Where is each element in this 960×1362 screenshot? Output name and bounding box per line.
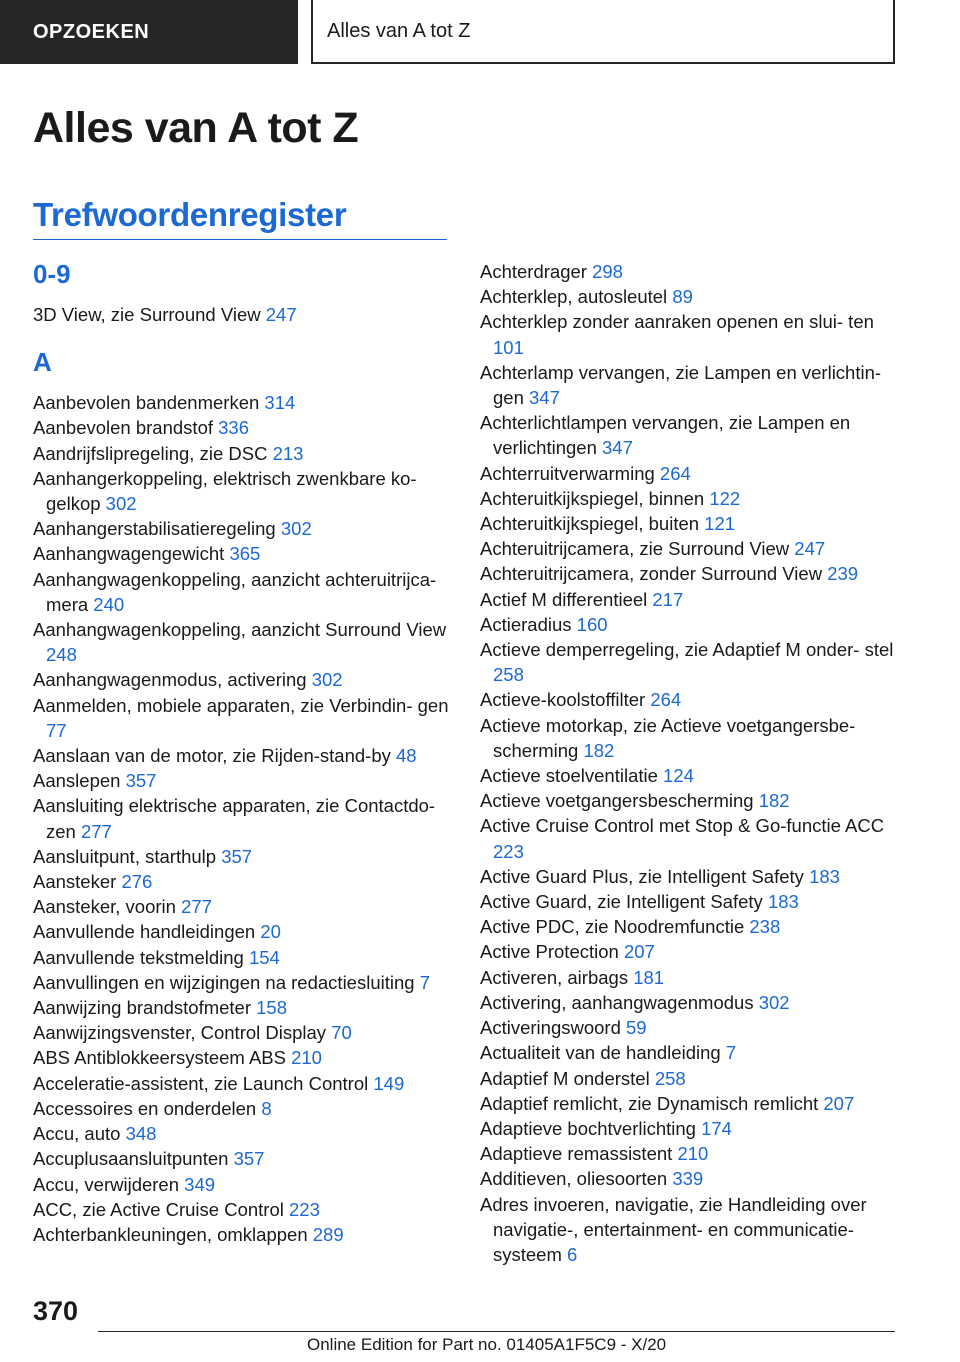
index-entry — [33, 693, 453, 743]
index-entry — [33, 793, 453, 843]
heading-gap — [33, 381, 453, 390]
index-entry — [33, 869, 453, 894]
index-entry-text: Aanbevolen bandenmerken — [33, 392, 265, 414]
index-entry-text: Aansteker — [33, 871, 122, 893]
footer-rule — [98, 1331, 895, 1332]
index-page-link[interactable]: 124 — [663, 765, 694, 787]
index-page-link[interactable]: 223 — [493, 840, 524, 862]
index-page-link[interactable]: 121 — [704, 513, 736, 535]
index-entry-text: ABS Antiblokkeersysteem ABS — [33, 1047, 292, 1069]
index-entry-text: Actualiteit van de handleiding — [480, 1042, 726, 1064]
index-entry-text: Achterruitverwarming — [480, 462, 660, 484]
index-entry-text: Active Cruise Control met Stop & Go-functie ACC — [480, 815, 885, 837]
index-entry — [480, 612, 900, 637]
index-page-link[interactable]: 20 — [260, 921, 281, 943]
index-entry-text: Achterklep zonder aanraken openen en slui‐ ten — [480, 311, 874, 333]
index-page-link[interactable]: 6 — [567, 1243, 578, 1265]
index-page-link[interactable]: 347 — [529, 387, 560, 409]
index-entry-text: Aanhangwagenmodus, activering — [33, 669, 312, 691]
header-section-box — [311, 0, 895, 64]
index-entry — [480, 637, 900, 687]
index-page-link[interactable]: 160 — [576, 613, 608, 635]
index-entry — [480, 511, 900, 536]
index-page-link[interactable]: 365 — [229, 543, 261, 565]
index-page-link[interactable]: 182 — [583, 739, 615, 761]
index-entry-text: Adaptief remlicht, zie Dynamisch remlicht — [480, 1092, 824, 1114]
index-entry — [33, 516, 453, 541]
index-page-link[interactable]: 289 — [312, 1223, 344, 1245]
header-tab-opzoeken[interactable] — [0, 0, 298, 64]
index-entry-text: Achterklep, autosleutel — [480, 286, 673, 308]
index-entry — [480, 1015, 900, 1040]
index-entry-text: Actieve voetgangersbescherming — [480, 790, 759, 812]
index-entry-text: Accuplusaansluitpunten — [33, 1148, 234, 1170]
index-page-link[interactable]: 302 — [105, 493, 137, 515]
index-page-link[interactable]: 8 — [261, 1097, 272, 1119]
index-entry-text: Aansluiting elektrische apparaten, zie Contactdo‐ zen — [33, 795, 436, 842]
index-page-link[interactable]: 302 — [758, 991, 790, 1013]
index-entry-text: Actief M differentieel — [480, 588, 653, 610]
page-title: Alles van A tot Z — [33, 104, 359, 152]
index-entry — [480, 587, 900, 612]
index-page-link[interactable]: 158 — [256, 997, 288, 1019]
index-entry-text: Adaptieve bochtverlichting — [480, 1117, 702, 1139]
index-entry — [480, 536, 900, 561]
index-entry-text: Adres invoeren, navigatie, zie Handleiding over navigatie-, entertainment- en communicatie‐ systeem — [480, 1193, 867, 1265]
index-entry — [480, 788, 900, 813]
index-entry-text: Aanhangerkoppeling, elektrisch zwenkbare ko‐ gelkop — [33, 467, 417, 515]
index-page-link[interactable]: 348 — [125, 1123, 157, 1145]
index-letter-heading: A — [33, 347, 52, 378]
index-entry — [33, 1096, 453, 1121]
index-page-link[interactable]: 182 — [758, 790, 790, 812]
index-page-link[interactable]: 122 — [709, 487, 741, 509]
index-entry-text: Achterdrager — [480, 261, 593, 282]
index-entry — [33, 1222, 453, 1247]
index-page-link[interactable]: 264 — [650, 689, 682, 711]
index-entry — [480, 713, 900, 763]
index-page-link[interactable]: 238 — [749, 916, 781, 938]
index-page-link[interactable]: 276 — [121, 871, 153, 893]
index-entry — [480, 1116, 900, 1141]
section-title-rule — [33, 239, 447, 240]
index-entry-text: Actieradius — [480, 613, 577, 635]
index-page-link[interactable]: 48 — [396, 745, 417, 767]
index-page-link[interactable]: 207 — [623, 941, 655, 963]
index-page-link[interactable]: 349 — [184, 1173, 216, 1195]
index-entry-text: Active Guard, zie Intelligent Safety — [480, 891, 768, 913]
index-letter-heading: 0-9 — [33, 259, 71, 289]
index-entry — [480, 284, 900, 309]
index-entry — [33, 390, 453, 415]
index-page-link[interactable]: 174 — [701, 1117, 732, 1139]
index-entry-text: Aanvullingen en wijzigingen na redactiesluiting — [33, 971, 420, 993]
index-entry-text: Aanhangwagenkoppeling, aanzicht achteruitrijca‐ mera — [33, 568, 437, 615]
index-entry-text: Active Guard Plus, zie Intelligent Safety — [480, 865, 810, 887]
index-entry — [480, 461, 900, 486]
index-page-link[interactable]: 149 — [373, 1072, 405, 1094]
index-entry-text: Actieve stoelventilatie — [480, 765, 664, 787]
index-page-link[interactable]: 339 — [672, 1168, 704, 1190]
index-page-link[interactable]: 154 — [248, 946, 280, 968]
index-entry — [480, 1192, 900, 1268]
index-page-link[interactable]: 213 — [272, 442, 304, 464]
index-entry-text: Achteruitrijcamera, zie Surround View — [480, 538, 795, 560]
index-entry-text: ACC, zie Active Cruise Control — [33, 1198, 290, 1220]
section-gap — [33, 327, 453, 347]
index-entry-text: Aandrijfslipregeling, zie DSC — [33, 442, 273, 464]
index-entry — [480, 1040, 900, 1065]
index-page-link[interactable]: 277 — [80, 820, 112, 842]
index-entry-text: Aansluitpunt, starthulp — [33, 845, 222, 867]
index-entry-text: Activeren, airbags — [480, 966, 634, 988]
index-entry-text: Aanvullende handleidingen — [33, 921, 261, 943]
header-section-label: Alles van A tot Z — [327, 19, 471, 42]
index-entry-text: Aanmelden, mobiele apparaten, zie Verbindin‐ gen — [33, 694, 449, 716]
index-column-right — [480, 259, 900, 1267]
index-page-link[interactable]: 248 — [46, 644, 77, 666]
index-entry — [33, 1146, 453, 1171]
index-entry-text: Activering, aanhangwagenmodus — [480, 991, 759, 1013]
index-entry — [33, 1121, 453, 1146]
index-entry-text: Achteruitrijcamera, zonder Surround View — [480, 563, 828, 585]
index-page-link[interactable]: 258 — [493, 664, 524, 686]
index-entry — [33, 441, 453, 466]
index-entry — [480, 1066, 900, 1091]
index-entry — [33, 415, 453, 440]
index-entry — [33, 768, 453, 793]
index-entry-text: Additieven, oliesoorten — [480, 1168, 673, 1190]
index-entry — [480, 1141, 900, 1166]
index-column-left — [33, 259, 453, 1247]
index-entry — [480, 864, 900, 889]
index-page-link[interactable]: 183 — [767, 891, 799, 913]
index-entry — [480, 259, 900, 284]
index-entry — [33, 995, 453, 1020]
index-page-link[interactable]: 302 — [280, 518, 312, 540]
index-entry — [480, 410, 900, 460]
index-entry — [480, 1166, 900, 1191]
index-entry — [33, 541, 453, 566]
index-entry-text: Aanhangwagengewicht — [33, 543, 230, 565]
index-page-link[interactable]: 357 — [221, 845, 253, 867]
index-page-link[interactable]: 298 — [592, 261, 623, 282]
index-entry — [480, 360, 900, 410]
index-entry — [33, 1071, 453, 1096]
index-page-link[interactable]: 210 — [291, 1047, 322, 1069]
index-page-link[interactable]: 240 — [93, 593, 125, 615]
index-entry-text: Accu, auto — [33, 1123, 126, 1145]
index-entry-text: Aanvullende tekstmelding — [33, 946, 249, 968]
index-page-link[interactable]: 7 — [419, 971, 430, 993]
index-entry — [33, 945, 453, 970]
index-page-link[interactable]: 183 — [809, 865, 840, 887]
index-entry — [480, 914, 900, 939]
index-page-link[interactable]: 302 — [311, 669, 343, 691]
index-entry-text: Achterlamp vervangen, zie Lampen en verlichtin‐ gen — [480, 361, 882, 409]
index-entry — [33, 466, 453, 516]
index-entry-text: Aanhangerstabilisatieregeling — [33, 518, 281, 540]
index-page-link[interactable]: 210 — [677, 1143, 709, 1165]
index-entry — [480, 687, 900, 712]
index-entry-text: Accessoires en onderdelen — [33, 1097, 262, 1119]
index-page-link[interactable]: 70 — [331, 1022, 352, 1044]
page-number: 370 — [33, 1296, 79, 1326]
index-entry — [33, 1197, 453, 1222]
index-page-link[interactable]: 314 — [264, 392, 296, 414]
index-entry — [33, 919, 453, 944]
index-entry-text: Aansteker, voorin — [33, 896, 182, 918]
index-entry — [480, 813, 900, 863]
index-entry-text: Achteruitkijkspiegel, buiten — [480, 513, 705, 535]
index-entry-text: Actieve-koolstoffilter — [480, 689, 651, 711]
index-page-link[interactable]: 347 — [602, 437, 633, 459]
index-page-link[interactable]: 264 — [659, 462, 691, 484]
index-entry — [33, 1045, 453, 1070]
index-entry — [480, 990, 900, 1015]
index-entry — [480, 889, 900, 914]
index-entry-text: Aanwijzing brandstofmeter — [33, 997, 257, 1019]
index-page-link[interactable]: 336 — [218, 417, 250, 439]
index-entry — [480, 1091, 900, 1116]
index-entry-text: Accu, verwijderen — [33, 1173, 185, 1195]
index-entry — [33, 567, 453, 617]
index-page-link[interactable]: 277 — [181, 896, 212, 918]
index-page-link[interactable]: 223 — [289, 1198, 320, 1220]
footer-edition-text: Online Edition for Part no. 01405A1F5C9 - X/20 — [307, 1335, 667, 1354]
index-entry-text: Aanslaan van de motor, zie Rijden-stand-by — [33, 745, 397, 767]
index-entry-text: Acceleratie-assistent, zie Launch Control — [33, 1072, 374, 1094]
index-page-link[interactable]: 207 — [823, 1092, 855, 1114]
index-entry-text: Actieve demperregeling, zie Adaptief M onder‐ stel — [480, 639, 894, 661]
heading-gap — [33, 293, 453, 302]
index-page-link[interactable]: 247 — [794, 538, 826, 560]
index-entry-text: Aanslepen — [33, 770, 126, 792]
index-page-link[interactable]: 101 — [493, 336, 524, 358]
index-entry — [33, 617, 453, 667]
index-entry — [33, 894, 453, 919]
index-entry-text: Aanwijzingsvenster, Control Display — [33, 1022, 332, 1044]
index-entry-text: 3D View, zie Surround View — [33, 304, 266, 325]
index-page-link[interactable]: 77 — [46, 719, 67, 741]
index-page-link[interactable]: 7 — [725, 1042, 737, 1064]
index-entry-text: Active PDC, zie Noodremfunctie — [480, 916, 750, 938]
index-entry-text: Achterbankleuningen, omklappen — [33, 1223, 313, 1245]
index-page-link[interactable]: 239 — [827, 563, 859, 585]
index-page-link[interactable]: 247 — [265, 304, 297, 325]
index-page-link[interactable]: 357 — [125, 770, 157, 792]
index-entry-text: Active Protection — [480, 941, 624, 963]
index-entry-text: Adaptieve remassistent — [480, 1143, 678, 1165]
index-page-link[interactable]: 181 — [633, 966, 665, 988]
index-entry — [33, 844, 453, 869]
index-entry — [33, 1020, 453, 1045]
index-entry — [33, 970, 453, 995]
index-entry — [480, 965, 900, 990]
index-entry-text: Achteruitkijkspiegel, binnen — [480, 487, 710, 509]
index-entry-text: Aanbevolen brandstof — [33, 417, 219, 439]
index-page-link[interactable]: 217 — [652, 588, 684, 610]
index-entry-text: Adaptief M onderstel — [480, 1067, 655, 1089]
index-entry — [33, 743, 453, 768]
index-entry-text: Actieve motorkap, zie Actieve voetgangersbe‐ scherming — [480, 714, 856, 761]
index-page-link[interactable]: 258 — [654, 1067, 686, 1089]
index-entry — [33, 1172, 453, 1197]
index-entry — [480, 309, 900, 359]
index-entry-text: Achterlichtlampen vervangen, zie Lampen en verlichtingen — [480, 412, 851, 459]
section-title: Trefwoordenregister — [33, 196, 347, 233]
index-entry — [33, 667, 453, 692]
index-entry — [480, 939, 900, 964]
index-entry-text: Activeringswoord — [480, 1017, 627, 1039]
header-tab-label: OPZOEKEN — [33, 20, 150, 43]
index-entry — [480, 561, 900, 586]
index-entry — [33, 302, 453, 327]
index-page-link[interactable]: 59 — [626, 1017, 647, 1039]
index-entry — [480, 763, 900, 788]
index-page-link[interactable]: 89 — [672, 286, 693, 308]
index-entry — [480, 486, 900, 511]
index-entry-text: Aanhangwagenkoppeling, aanzicht Surround View — [33, 619, 447, 641]
index-page-link[interactable]: 357 — [233, 1148, 265, 1170]
